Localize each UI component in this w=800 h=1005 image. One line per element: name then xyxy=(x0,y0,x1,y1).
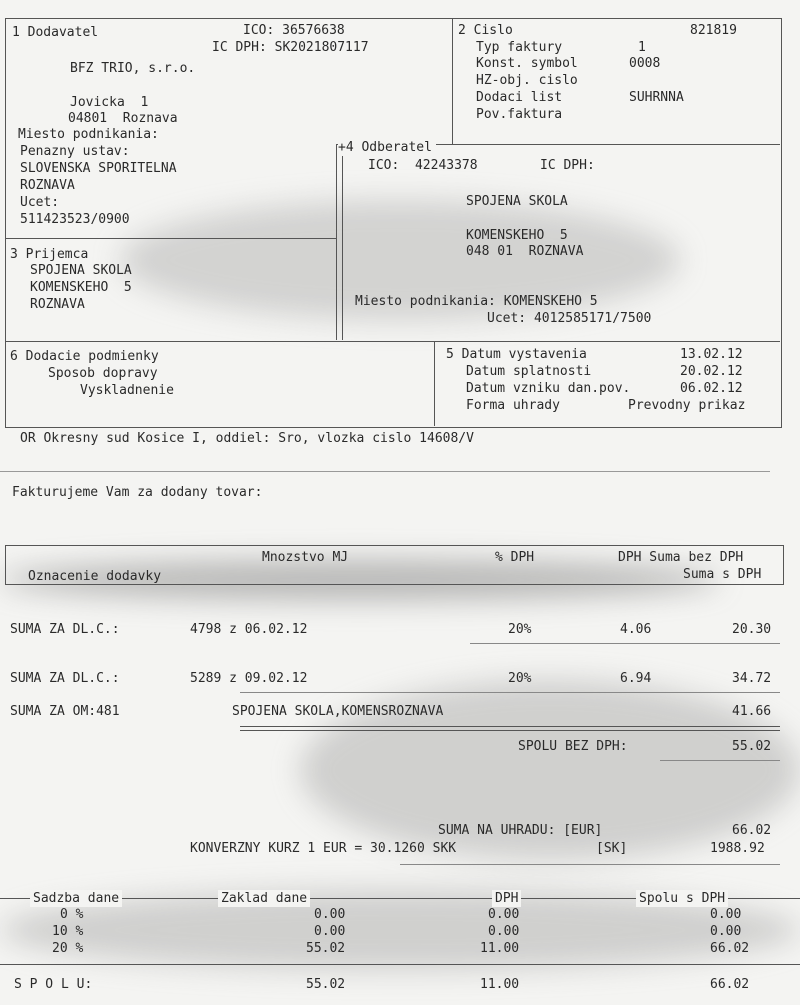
delivery-note-label: Dodaci list xyxy=(476,90,563,105)
vat-rate: 20 % xyxy=(52,941,84,956)
spolu-bez-value: 55.02 xyxy=(732,739,772,754)
delivery-note-value: SUHRNNA xyxy=(629,90,684,105)
recipient-street: KOMENSKEHO 5 xyxy=(30,280,132,295)
col-sum-with: Suma s DPH xyxy=(683,567,762,582)
divider xyxy=(470,643,780,644)
konst-value: 0008 xyxy=(629,56,661,71)
col-qty: Mnozstvo MJ xyxy=(262,550,349,565)
divider xyxy=(342,150,343,340)
issue-date-label: 5 Datum vystavenia xyxy=(446,347,587,362)
dispatch-label: Vyskladnenie xyxy=(80,383,174,398)
vat-amount: 0.00 xyxy=(488,924,520,939)
double-rule xyxy=(240,726,780,731)
divider xyxy=(783,545,784,585)
hz-label: HZ-obj. cislo xyxy=(476,73,578,88)
recipient-city: ROZNAVA xyxy=(30,297,85,312)
delivery-terms-heading: 6 Dodacie podmienky xyxy=(10,349,159,364)
vat-base: 0.00 xyxy=(314,907,346,922)
col-vat-pct: % DPH xyxy=(495,550,535,565)
divider xyxy=(660,760,780,761)
row-vat-pct: 20% xyxy=(508,671,532,686)
intro-text: Fakturujeme Vam za dodany tovar: xyxy=(12,485,263,500)
vat-header-base: Zaklad dane xyxy=(218,890,310,907)
vat-rate: 0 % xyxy=(60,907,84,922)
invoice-type-label: Typ faktury xyxy=(476,40,563,55)
konverzny-unit: [SK] xyxy=(596,841,628,856)
customer-name: SPOJENA SKOLA xyxy=(466,194,568,209)
divider xyxy=(5,584,783,585)
divider xyxy=(240,692,780,693)
vat-total-label: S P O L U: xyxy=(14,977,93,992)
customer-ico: ICO: 42243378 xyxy=(368,158,478,173)
divider xyxy=(452,18,453,144)
pov-label: Pov.faktura xyxy=(476,107,563,122)
spolu-bez-label: SPOLU BEZ DPH: xyxy=(518,739,628,754)
row-vat: 6.94 xyxy=(620,671,652,686)
om-label: SUMA ZA OM:481 xyxy=(10,704,120,719)
supplier-ic-dph: IC DPH: SK2021807117 xyxy=(212,40,369,55)
row-vat: 4.06 xyxy=(620,622,652,637)
vat-base: 0.00 xyxy=(314,924,346,939)
recipient-heading: 3 Prijemca xyxy=(10,247,89,262)
tax-date-label: Datum vzniku dan.pov. xyxy=(466,381,631,396)
vat-total-sum: 66.02 xyxy=(710,977,750,992)
divider xyxy=(5,545,783,546)
invoice-heading: 2 Cislo xyxy=(458,23,513,38)
customer-account: Ucet: 4012585171/7500 xyxy=(487,311,652,326)
row-label: SUMA ZA DL.C.: xyxy=(10,671,120,686)
payment-form-label: Forma uhrady xyxy=(466,398,560,413)
row-amount: 34.72 xyxy=(732,671,772,686)
suma-uhradu-label: SUMA NA UHRADU: [EUR] xyxy=(438,823,603,838)
bank-label: Penazny ustav: xyxy=(20,144,130,159)
konst-label: Konst. symbol xyxy=(476,56,578,71)
issue-date: 13.02.12 xyxy=(680,347,743,362)
vat-amount: 0.00 xyxy=(488,907,520,922)
suma-uhradu-value: 66.02 xyxy=(732,823,772,838)
vat-header-vat: DPH xyxy=(492,890,521,907)
customer-place: Miesto podnikania: KOMENSKEHO 5 xyxy=(355,294,598,309)
vat-header-rate: Sadzba dane xyxy=(30,890,122,907)
tax-date: 06.02.12 xyxy=(680,381,743,396)
supplier-heading: 1 Dodavatel xyxy=(12,25,99,40)
customer-heading: +4 Odberatel xyxy=(338,139,436,156)
divider xyxy=(5,238,336,239)
due-date-label: Datum splatnosti xyxy=(466,364,592,379)
vat-base: 55.02 xyxy=(306,941,346,956)
row-amount: 20.30 xyxy=(732,622,772,637)
col-vat-sum: DPH Suma bez DPH xyxy=(618,550,744,565)
customer-ic-dph: IC DPH: xyxy=(540,158,595,173)
konverzny-value: 1988.92 xyxy=(710,841,765,856)
invoice-type-value: 1 xyxy=(638,40,646,55)
vat-total-vat: 11.00 xyxy=(480,977,520,992)
divider xyxy=(0,964,800,965)
invoice-number: 821819 xyxy=(690,23,737,38)
recipient-name: SPOJENA SKOLA xyxy=(30,263,132,278)
divider xyxy=(0,471,770,472)
divider xyxy=(400,864,780,865)
vat-total: 0.00 xyxy=(710,907,742,922)
vat-header-total: Spolu s DPH xyxy=(636,890,728,907)
vat-total: 66.02 xyxy=(710,941,750,956)
supplier-account: 511423523/0900 xyxy=(20,212,130,227)
konverzny-label: KONVERZNY KURZ 1 EUR = 30.1260 SKK xyxy=(190,841,457,856)
payment-form: Prevodny prikaz xyxy=(628,398,746,413)
divider xyxy=(5,341,780,342)
row-ref: 5289 z 09.02.12 xyxy=(190,671,308,686)
due-date: 20.02.12 xyxy=(680,364,743,379)
registry-note: OR Okresny sud Kosice I, oddiel: Sro, vlozka cislo 14608/V xyxy=(20,431,474,446)
supplier-name: BFZ TRIO, s.r.o. xyxy=(70,61,196,76)
account-label: Ucet: xyxy=(20,195,60,210)
supplier-street: Jovicka 1 xyxy=(70,95,149,110)
customer-city: 048 01 ROZNAVA xyxy=(466,244,584,259)
supplier-place-label: Miesto podnikania: xyxy=(18,127,159,142)
row-ref: 4798 z 06.02.12 xyxy=(190,622,308,637)
om-text: SPOJENA SKOLA,KOMENSROZNAVA xyxy=(232,704,444,719)
vat-amount: 11.00 xyxy=(480,941,520,956)
divider xyxy=(336,144,337,340)
row-vat-pct: 20% xyxy=(508,622,532,637)
vat-total: 0.00 xyxy=(710,924,742,939)
col-item: Oznacenie dodavky xyxy=(28,569,162,584)
supplier-city: 04801 Roznava xyxy=(68,111,178,126)
bank-city: ROZNAVA xyxy=(20,178,75,193)
vat-total-base: 55.02 xyxy=(306,977,346,992)
divider xyxy=(5,545,6,585)
vat-rate: 10 % xyxy=(52,924,84,939)
bank-name: SLOVENSKA SPORITELNA xyxy=(20,161,177,176)
transport-label: Sposob dopravy xyxy=(48,366,158,381)
row-label: SUMA ZA DL.C.: xyxy=(10,622,120,637)
customer-street: KOMENSKEHO 5 xyxy=(466,228,568,243)
om-amount: 41.66 xyxy=(732,704,772,719)
divider xyxy=(434,341,435,426)
supplier-ico: ICO: 36576638 xyxy=(243,23,345,38)
